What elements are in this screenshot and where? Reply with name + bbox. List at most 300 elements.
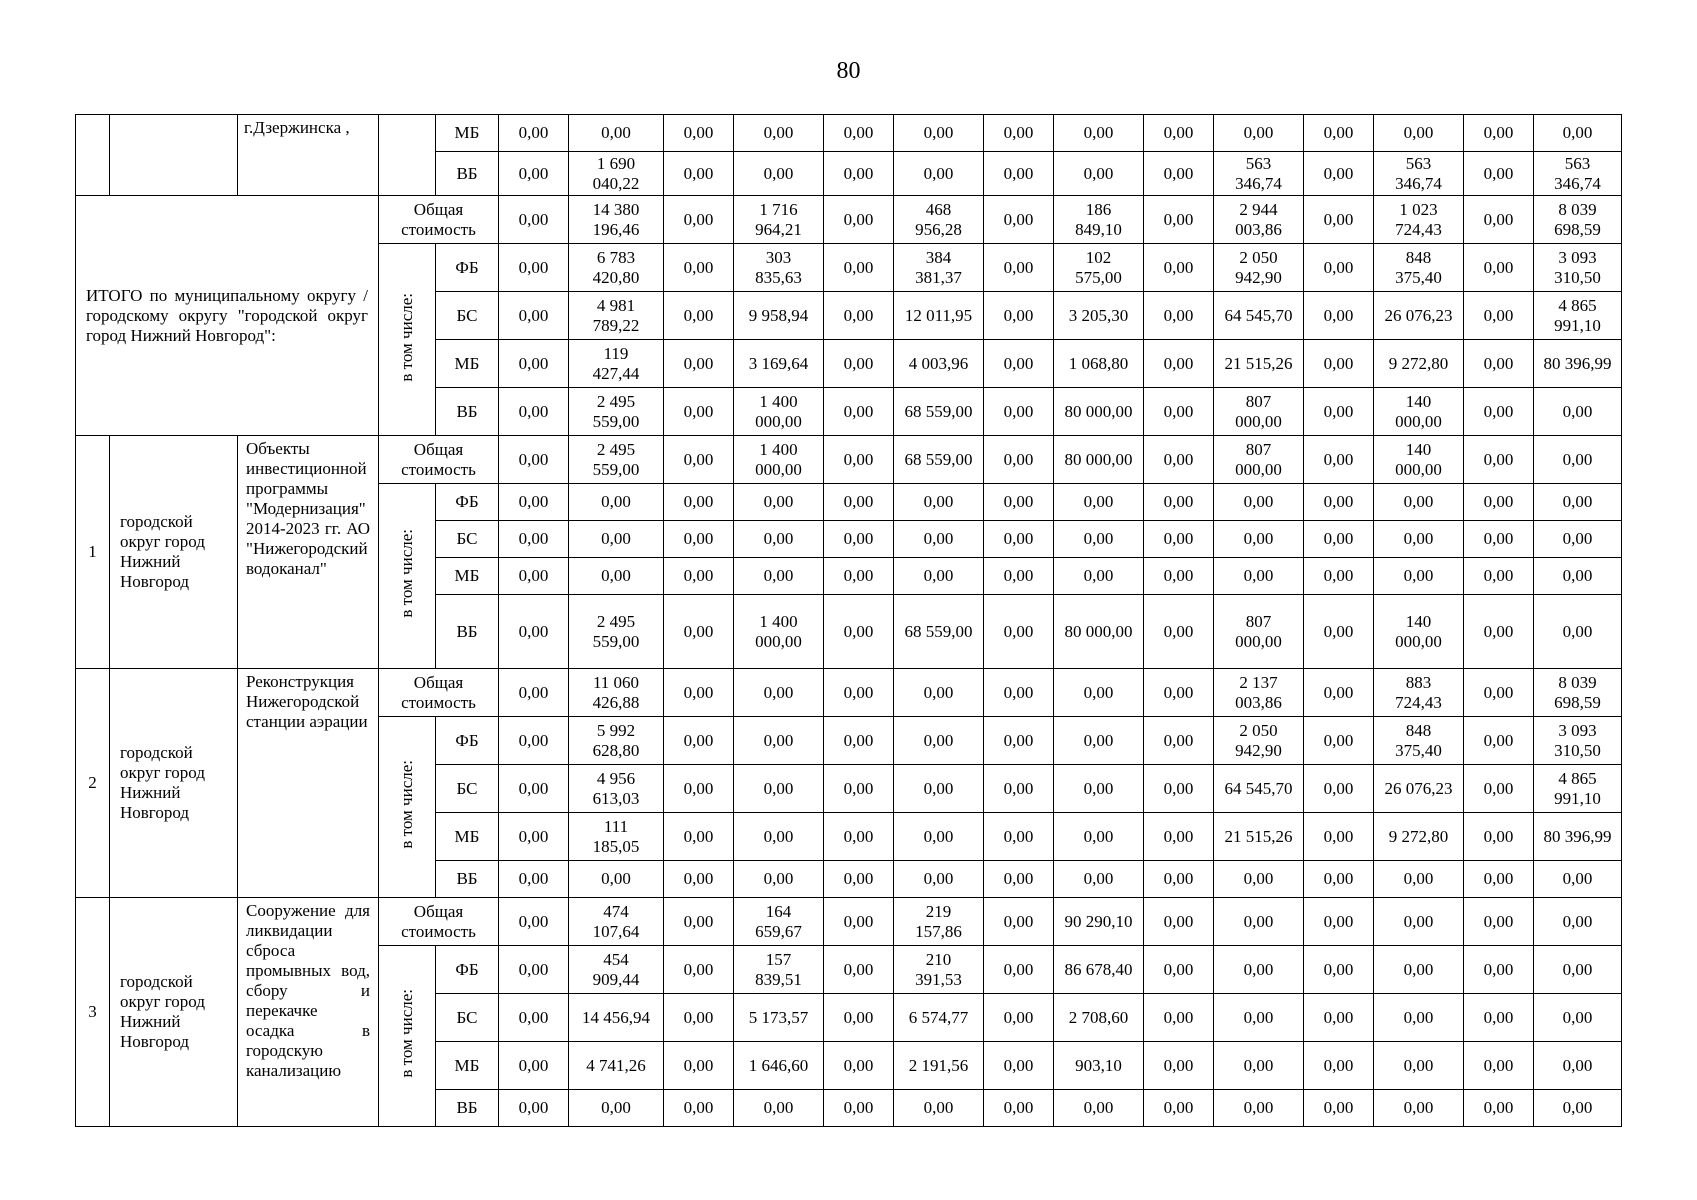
fund-code: БС [436,521,499,558]
value: 4 865 991,10 [1554,768,1601,808]
value-cell [1534,152,1622,196]
value-cell [499,292,569,340]
value-cell [1464,558,1534,595]
value-cell [824,898,894,946]
value-cell [664,521,734,558]
value: 0,00 [1003,163,1034,183]
value-cell [984,813,1054,861]
value: 0,00 [1243,492,1274,511]
fund-code: МБ [436,340,499,388]
value-cell [1054,1042,1144,1090]
value-cell [664,994,734,1042]
value: 0,00 [1323,492,1354,511]
value: 883 724,43 [1395,672,1442,712]
value-cell [1374,244,1464,292]
value: 0,00 [518,621,549,641]
value: 0,00 [1003,449,1034,469]
value: 0,00 [843,621,874,641]
value-cell [1054,717,1144,765]
value-cell [824,340,894,388]
value: 1 400 000,00 [755,439,802,479]
value: 0,00 [1483,730,1514,750]
value: 0,00 [923,778,954,798]
value: 0,00 [843,257,874,277]
value: 0,00 [843,163,874,183]
value-cell [1534,1042,1622,1090]
value: 2 495 559,00 [592,391,640,431]
value: 8 039 698,59 [1554,199,1601,239]
value: 80 000,00 [1064,401,1133,421]
value: 0,00 [843,305,874,325]
value-cell [1054,340,1144,388]
value: 0,00 [1083,529,1114,548]
value-cell [664,292,734,340]
value-cell [1144,813,1214,861]
value: 9 272,80 [1388,826,1449,846]
value: 0,00 [1323,449,1354,469]
value-cell [1534,558,1622,595]
value: 0,00 [843,682,874,702]
fund-code: ФБ [436,244,499,292]
value-cell [1464,340,1534,388]
value: 26 076,23 [1384,305,1453,325]
value-cell [1304,115,1374,152]
value-cell [1144,898,1214,946]
value: 0,00 [1243,529,1274,548]
value: 9 958,94 [748,305,809,325]
value: 5 992 628,80 [592,720,640,760]
value: 807 000,00 [1235,391,1282,431]
value-cell [569,898,664,946]
value-cell [984,484,1054,521]
value-cell [664,765,734,813]
municipality-name: городской округ город Нижний Новгород [110,669,238,898]
value-cell [984,765,1054,813]
value: 0,00 [923,1098,954,1117]
value-cell [1374,436,1464,484]
value: 0,00 [1323,959,1354,979]
value: 0,00 [1163,401,1194,421]
value: 210 391,53 [915,949,962,989]
value-cell [894,898,984,946]
value: 0,00 [1323,1007,1354,1027]
value-cell [664,484,734,521]
value-cell [664,388,734,436]
value-cell [569,1042,664,1090]
value: 140 000,00 [1395,611,1442,651]
fund-code: ВБ [436,1090,499,1127]
value-cell [1534,595,1622,669]
value-cell [1374,898,1464,946]
value: 6 783 420,80 [592,247,640,287]
value: 0,00 [1003,1098,1034,1117]
value: 0,00 [1323,257,1354,277]
value-cell [1214,521,1304,558]
value-cell [1534,1090,1622,1127]
value-cell [1464,717,1534,765]
value: 0,00 [1562,1055,1593,1075]
value: 0,00 [683,123,714,142]
value: 0,00 [683,401,714,421]
value: 0,00 [1323,1055,1354,1075]
value: 21 515,26 [1224,826,1293,846]
value: 0,00 [518,730,549,750]
value: 2 944 003,86 [1235,199,1282,239]
value: 848 375,40 [1395,720,1442,760]
value-cell [664,669,734,717]
value-cell [664,436,734,484]
value: 0,00 [1003,209,1034,229]
value-cell [1214,595,1304,669]
value-cell [1054,521,1144,558]
value: 0,00 [1163,257,1194,277]
value: 0,00 [1163,449,1194,469]
subtotal-label-cell [379,484,436,669]
value-cell [499,946,569,994]
value-cell [1464,196,1534,244]
value-cell [1534,765,1622,813]
total-cost-label: Общая стоимость [379,898,499,946]
value: 0,00 [1562,566,1593,585]
value: 0,00 [683,257,714,277]
value: 4 741,26 [586,1055,646,1075]
value: 0,00 [1483,1098,1514,1117]
value: 68 559,00 [904,449,973,469]
value: 0,00 [1403,492,1434,511]
value-cell [824,521,894,558]
value-cell [569,669,664,717]
value: 0,00 [1483,449,1514,469]
value-cell [499,861,569,898]
object-name: Сооружение для ликвидации сброса промывных вод, сбору и перекачке осадка в городскую канализацию [238,898,379,1127]
value-cell [1304,669,1374,717]
value: 0,00 [518,529,549,548]
value: 0,00 [1083,869,1114,888]
value: 0,00 [1003,353,1034,373]
value: 0,00 [923,492,954,511]
value-cell [734,717,824,765]
value: 80 396,99 [1543,353,1612,373]
value: 0,00 [518,1098,549,1117]
value-cell [894,765,984,813]
value: 0,00 [843,123,874,142]
value-cell [1214,994,1304,1042]
value-cell [1464,521,1534,558]
value: 14 380 196,46 [592,199,640,239]
value-cell [569,388,664,436]
value-cell [734,1090,824,1127]
value: 0,00 [1163,529,1194,548]
value-cell [984,1042,1054,1090]
value: 0,00 [1323,1098,1354,1117]
value-cell [1534,196,1622,244]
fund-code: ФБ [436,484,499,521]
value-cell [1144,388,1214,436]
fund-code: ВБ [436,861,499,898]
value: 848 375,40 [1395,247,1442,287]
value: 0,00 [1403,911,1434,931]
fund-code: МБ [436,1042,499,1090]
value: 2 137 003,86 [1235,672,1282,712]
value-cell [1374,521,1464,558]
value: 0,00 [1003,1055,1034,1075]
value-cell [824,152,894,196]
value-cell [1214,813,1304,861]
value: 0,00 [1163,123,1194,142]
value: 80 000,00 [1064,621,1133,641]
value-cell [1144,244,1214,292]
value: 0,00 [1483,826,1514,846]
subtotal-label-cell [379,244,436,436]
value: 0,00 [763,826,794,846]
municipality-cell [110,115,238,196]
value-cell [734,595,824,669]
value-cell [1214,388,1304,436]
value: 0,00 [763,730,794,750]
value: 4 981 789,22 [592,295,640,335]
value-cell [1144,669,1214,717]
value-cell [1304,388,1374,436]
value-cell [1214,244,1304,292]
total-cost-label: Общая стоимость [379,196,499,244]
value: 0,00 [1003,257,1034,277]
value: 0,00 [843,353,874,373]
value: 14 456,94 [582,1007,650,1027]
value: 0,00 [1083,682,1114,702]
value-cell [1144,558,1214,595]
value-cell [664,152,734,196]
value: 2 050 942,90 [1235,247,1282,287]
value-cell [1214,1090,1304,1127]
value-cell [664,1042,734,1090]
value: 0,00 [518,257,549,277]
value: 0,00 [1483,353,1514,373]
value-cell [499,558,569,595]
value-cell [984,340,1054,388]
subtotal-label-cell [379,115,436,196]
value-cell [1054,595,1144,669]
value-cell [1374,484,1464,521]
value-cell [1374,196,1464,244]
value: 0,00 [1483,529,1514,548]
value: 0,00 [683,529,714,548]
value-cell [1304,292,1374,340]
value: 0,00 [518,566,549,585]
fund-code: ВБ [436,152,499,196]
value: 26 076,23 [1384,778,1453,798]
value-cell [499,115,569,152]
value: 0,00 [843,566,874,585]
value-cell [734,669,824,717]
value-cell [664,813,734,861]
value: 0,00 [1323,163,1354,183]
value: 6 574,77 [908,1007,969,1027]
value: 0,00 [1163,826,1194,846]
value-cell [1374,669,1464,717]
value: 0,00 [1562,449,1593,469]
value-cell [569,521,664,558]
value: 8 039 698,59 [1554,672,1601,712]
value-cell [824,436,894,484]
value: 0,00 [1323,869,1354,888]
value-cell [569,595,664,669]
value-cell [1304,521,1374,558]
value: 0,00 [1163,730,1194,750]
value-cell [824,765,894,813]
value-cell [1304,946,1374,994]
total-cost-label: Общая стоимость [379,669,499,717]
value-cell [894,669,984,717]
value: 0,00 [1562,123,1593,142]
value-cell [664,340,734,388]
value-cell [894,244,984,292]
value-cell [499,898,569,946]
value-cell [1464,946,1534,994]
value-cell [664,861,734,898]
value-cell [984,595,1054,669]
value-cell [1054,765,1144,813]
value: 0,00 [601,123,631,142]
value-cell [824,669,894,717]
value: 563 346,74 [1554,153,1601,193]
value: 0,00 [1243,566,1274,585]
subtotal-label: в том числе: [397,760,416,849]
value-cell [1534,521,1622,558]
value-cell [894,595,984,669]
value-cell [1144,1090,1214,1127]
value: 0,00 [601,869,631,888]
value: 0,00 [518,123,549,142]
value-cell [894,1090,984,1127]
value-cell [499,994,569,1042]
fund-code: БС [436,994,499,1042]
object-name: Объекты инвестиционной программы "Модернизация" 2014-2023 гг. АО "Нижегородский водоканал" [238,436,379,669]
value-cell [1214,292,1304,340]
value: 0,00 [518,869,549,888]
value: 0,00 [683,353,714,373]
value: 119 427,44 [592,343,640,383]
value: 0,00 [1003,959,1034,979]
value-cell [1464,115,1534,152]
value: 0,00 [1403,1098,1434,1117]
value: 0,00 [601,492,631,511]
value-cell [734,196,824,244]
value-cell [984,244,1054,292]
value: 0,00 [763,778,794,798]
value-cell [664,115,734,152]
value-cell [1464,484,1534,521]
value: 0,00 [1403,959,1434,979]
value: 0,00 [1323,566,1354,585]
value-cell [1374,1090,1464,1127]
value-cell [499,1042,569,1090]
value: 0,00 [1562,492,1593,511]
subtotal-label: в том числе: [397,529,416,618]
value: 0,00 [683,778,714,798]
value-cell [569,292,664,340]
value: 0,00 [1483,778,1514,798]
value: 140 000,00 [1395,391,1442,431]
value-cell [1464,994,1534,1042]
value: 0,00 [1243,1007,1274,1027]
value: 0,00 [1003,305,1034,325]
value-cell [569,861,664,898]
value: 0,00 [923,869,954,888]
value: 384 381,37 [915,247,962,287]
value: 0,00 [763,163,794,183]
value-cell [1144,717,1214,765]
value-cell [734,436,824,484]
value: 11 060 426,88 [592,672,640,712]
value-cell [824,1090,894,1127]
value: 0,00 [1083,1098,1114,1117]
value: 0,00 [683,163,714,183]
value-cell [1144,196,1214,244]
value: 0,00 [1083,778,1114,798]
value: 0,00 [1403,869,1434,888]
value-cell [1214,765,1304,813]
value-cell [1304,1090,1374,1127]
value-cell [1534,717,1622,765]
value: 0,00 [843,959,874,979]
value-cell [1144,521,1214,558]
value-cell [1214,340,1304,388]
value-cell [894,946,984,994]
value: 0,00 [1003,621,1034,641]
value: 1 690 040,22 [592,153,640,193]
value: 0,00 [1562,529,1593,548]
value: 0,00 [1003,778,1034,798]
value-cell [1304,152,1374,196]
value-cell [734,484,824,521]
value: 0,00 [1323,621,1354,641]
value-cell [499,765,569,813]
value: 0,00 [518,449,549,469]
value: 0,00 [1562,959,1593,979]
value-cell [1534,946,1622,994]
value-cell [984,558,1054,595]
value-cell [1464,898,1534,946]
value-cell [569,1090,664,1127]
value: 0,00 [1163,869,1194,888]
value: 563 346,74 [1235,153,1282,193]
value-cell [664,244,734,292]
value: 0,00 [843,778,874,798]
fund-code: МБ [436,813,499,861]
value-cell [1054,813,1144,861]
value-cell [894,152,984,196]
value: 0,00 [601,529,631,548]
value-cell [894,861,984,898]
value: 0,00 [1562,401,1593,421]
table-row [76,115,1622,152]
value: 0,00 [1243,869,1274,888]
value: 111 185,05 [592,816,640,856]
value-cell [1054,115,1144,152]
value: 3 093 310,50 [1554,247,1601,287]
value: 0,00 [518,492,549,511]
value: 0,00 [923,682,954,702]
value-cell [569,765,664,813]
value: 0,00 [923,529,954,548]
value: 0,00 [518,353,549,373]
value: 0,00 [1483,305,1514,325]
value: 0,00 [1083,566,1114,585]
value: 0,00 [923,566,954,585]
value: 0,00 [843,826,874,846]
value-cell [1054,196,1144,244]
value: 0,00 [1243,1098,1274,1117]
